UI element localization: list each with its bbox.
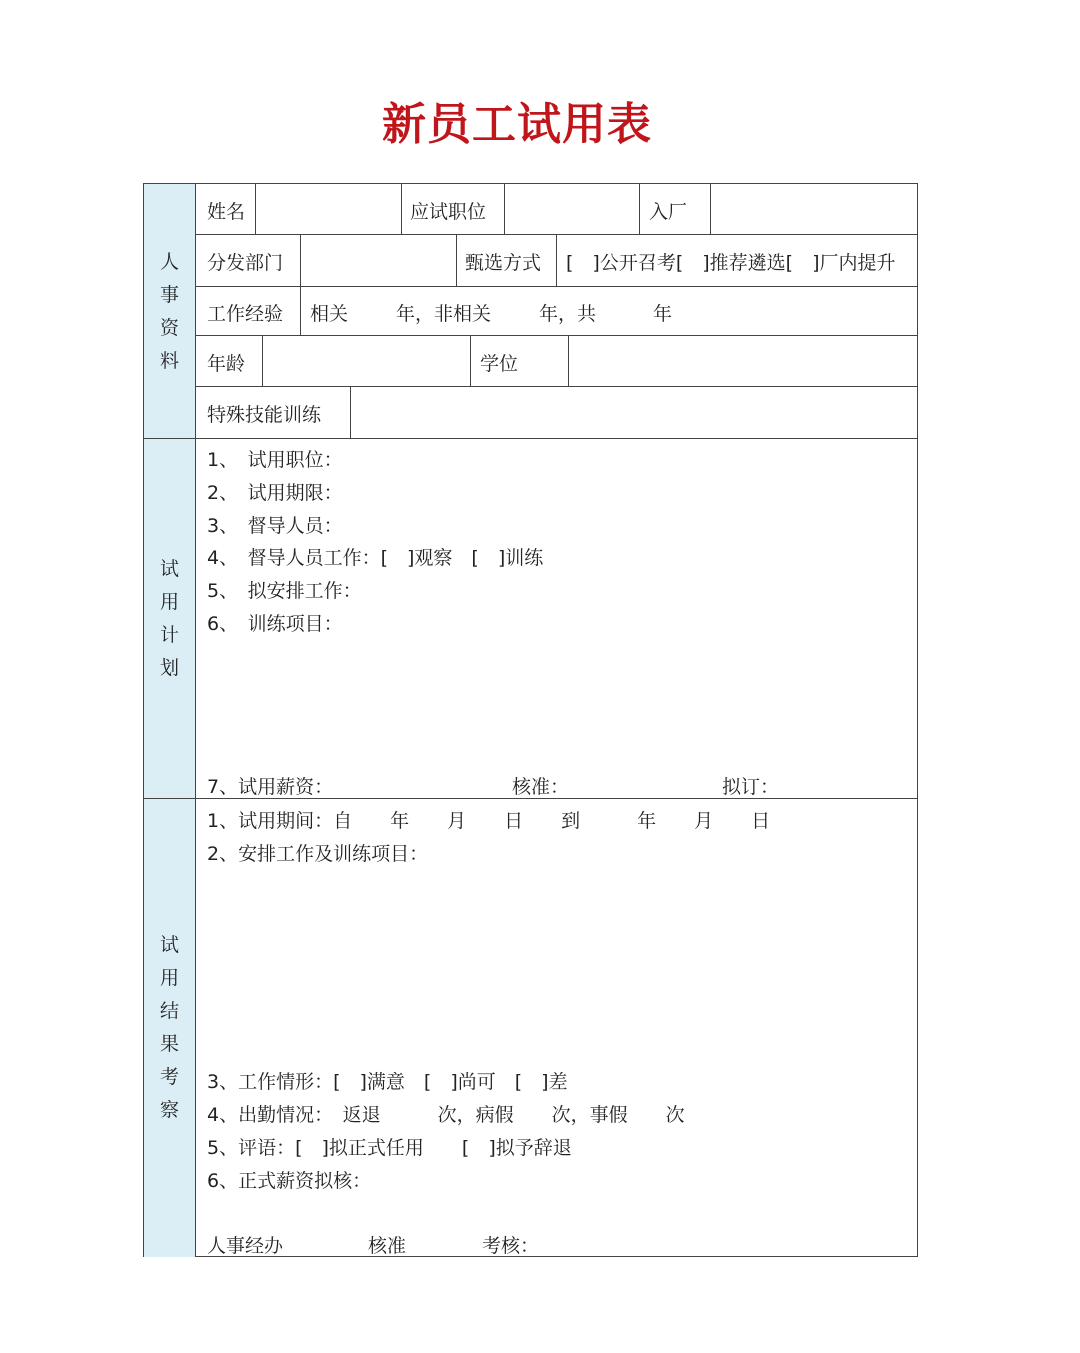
trial-plan-item: 2、 试用期限： [207,482,343,504]
trial-plan-item: 3、 督导人员： [207,515,343,537]
col-divider [470,335,471,386]
col-divider [300,234,301,286]
result-period: 1、试用期间：自 年 月 日 到 年 月 日 [207,810,771,832]
experience-year: 年 [653,303,673,325]
age-label: 年龄 [207,353,246,375]
method-options[interactable]: [ ]公开召考[ ]推荐遴选[ ]厂内提升 [566,252,896,274]
col-divider [568,335,569,386]
trial-approve-label: 核准： [512,776,570,798]
trial-draft-label: 拟订： [722,776,780,798]
review-label: 考核： [482,1235,540,1257]
entry-label: 入厂 [649,201,688,223]
position-label: 应试职位 [410,201,487,223]
experience-unrelated: 年，非相关 [396,303,492,325]
method-label: 甄选方式 [465,252,542,274]
name-label: 姓名 [207,201,246,223]
section-divider [144,438,917,439]
dept-label: 分发部门 [207,252,284,274]
col-divider [300,286,301,335]
row-divider [196,335,917,336]
col-divider [262,335,263,386]
section-label-result: 试用结果考察 [144,799,196,1257]
trial-salary-label: 7、试用薪资： [207,776,334,798]
col-divider [255,184,256,234]
result-arrangement: 2、安排工作及训练项目： [207,843,429,865]
result-comment[interactable]: 5、评语：[ ]拟正式任用 [ ]拟予辞退 [207,1137,572,1159]
experience-total: 年，共 [539,303,597,325]
row-divider [196,286,917,287]
col-divider [456,234,457,286]
result-attendance: 4、出勤情况： 返退 次，病假 次，事假 次 [207,1104,685,1126]
page-title: 新员工试用表 [382,99,652,150]
trial-form-table [143,183,918,1257]
experience-label: 工作经验 [207,303,284,325]
col-divider [556,234,557,286]
row-divider [196,386,917,387]
trial-plan-item: 1、 试用职位： [207,449,343,471]
col-divider [401,184,402,234]
col-divider [504,184,505,234]
section-label-personnel: 人事资料 [144,184,196,439]
hr-label: 人事经办 [207,1235,284,1257]
experience-related: 相关 [310,303,349,325]
col-divider [350,386,351,438]
col-divider [639,184,640,234]
result-salary: 6、正式薪资拟核： [207,1170,372,1192]
trial-plan-item: 5、 拟安排工作： [207,580,362,602]
degree-label: 学位 [480,353,519,375]
result-approve-label: 核准 [368,1235,407,1257]
trial-plan-item: 6、 训练项目： [207,613,343,635]
result-work-status[interactable]: 3、工作情形：[ ]满意 [ ]尚可 [ ]差 [207,1071,568,1093]
trial-plan-item: 4、 督导人员工作：[ ]观察 [ ]训练 [207,547,544,569]
section-label-trial-plan: 试用计划 [144,439,196,799]
skills-label: 特殊技能训练 [207,404,322,426]
col-divider [710,184,711,234]
